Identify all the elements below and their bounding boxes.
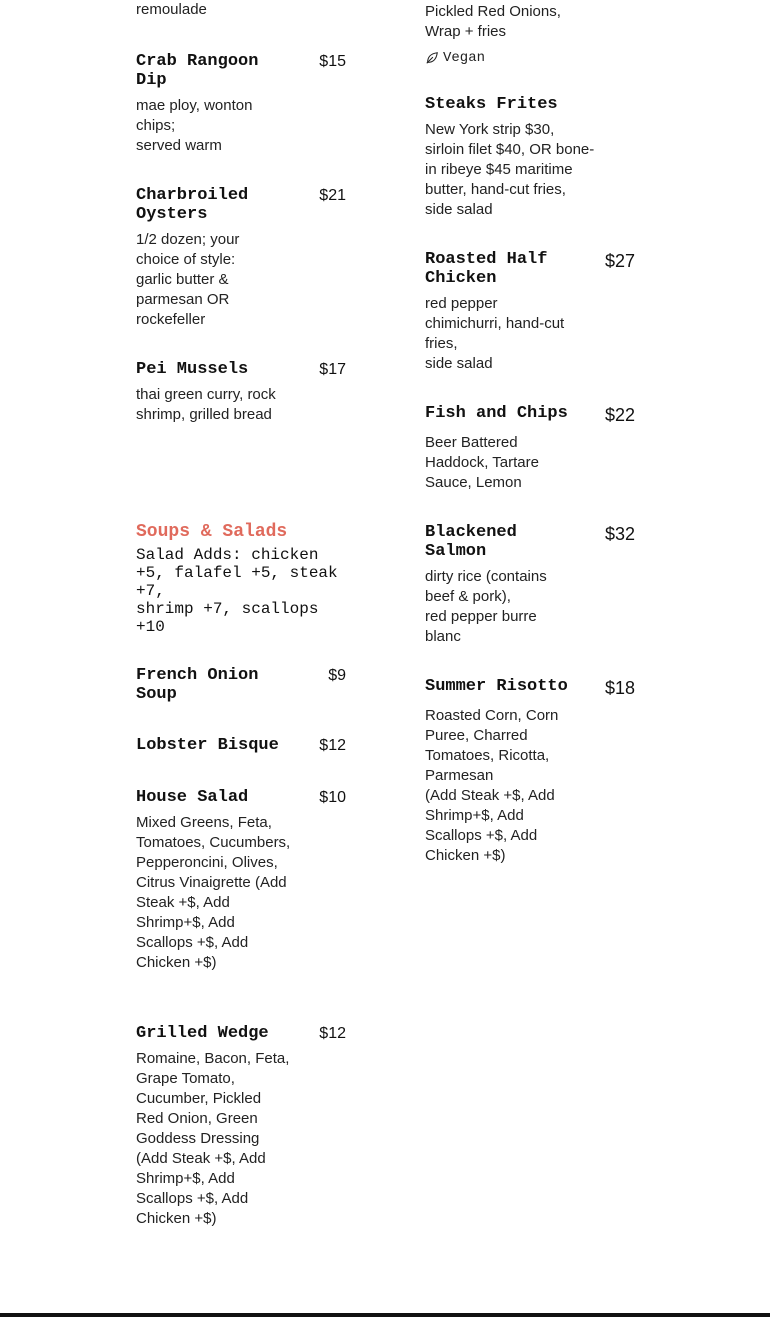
item-price: $17 bbox=[319, 361, 346, 378]
menu-item-lobster-bisque bbox=[136, 736, 346, 755]
item-price: $21 bbox=[319, 187, 346, 204]
menu-item-fish-and-chips bbox=[425, 404, 635, 493]
item-description: Romaine, Bacon, Feta, Grape Tomato, Cucumber, Pickled Red Onion, Green Goddess Dressing (Add Steak +$, Add Shrimp+$, Add Scallops +$, Add Chicken +$) bbox=[136, 1050, 290, 1227]
item-description: Roasted Corn, Corn Puree, Charred Tomatoes, Ricotta, Parmesan (Add Steak +$, Add Shrimp+$, Add Scallops +$, Add Chicken +$) bbox=[425, 707, 559, 864]
menu-item-summer-risotto bbox=[425, 677, 635, 866]
item-name: Blackened Salmon bbox=[425, 523, 517, 561]
item-description: red pepper chimichurri, hand-cut fries, side salad bbox=[425, 295, 565, 372]
item-description: New York strip $30, sirloin filet $40, OR bone-in ribeye $45 maritime butter, hand-cut fries, side salad bbox=[425, 121, 595, 218]
vegan-label: Vegan bbox=[443, 50, 486, 66]
menu-item-charbroiled-oysters bbox=[136, 186, 346, 330]
item-price: $9 bbox=[328, 667, 346, 684]
item-description: remoulade bbox=[136, 1, 207, 18]
item-price: $18 bbox=[604, 678, 635, 698]
menu-item-french-onion-soup bbox=[136, 666, 346, 704]
item-name: Grilled Wedge bbox=[136, 1024, 269, 1043]
item-price: $12 bbox=[319, 1025, 346, 1042]
item-description: dirty rice (contains beef & pork), red pepper burre blanc bbox=[425, 568, 547, 645]
menu-item-crab-rangoon-dip bbox=[136, 52, 346, 156]
item-description: mae ploy, wonton chips; served warm bbox=[136, 97, 253, 154]
item-name: Fish and Chips bbox=[425, 404, 568, 423]
item-name: House Salad bbox=[136, 788, 249, 807]
item-name: Roasted Half Chicken bbox=[425, 250, 548, 288]
item-price: $15 bbox=[319, 53, 346, 70]
section-note: Salad Adds: chicken +5, falafel +5, steak +7, shrimp +7, scallops +10 bbox=[136, 546, 338, 636]
item-name: Summer Risotto bbox=[425, 677, 568, 696]
item-description: Beer Battered Haddock, Tartare Sauce, Lemon bbox=[425, 434, 539, 491]
item-name: Pei Mussels bbox=[136, 360, 249, 379]
item-description: Mixed Greens, Feta, Tomatoes, Cucumbers, Pepperoncini, Olives, Citrus Vinaigrette (Add Steak +$, Add Shrimp+$, Add Scallops +$, Add Chicken +$) bbox=[136, 814, 291, 971]
menu-item-blackened-salmon bbox=[425, 523, 635, 647]
leaf-icon bbox=[425, 51, 439, 65]
menu-item-grilled-wedge bbox=[136, 1024, 346, 1229]
item-price: $10 bbox=[319, 789, 346, 806]
item-name: Steaks Frites bbox=[425, 95, 558, 114]
menu-item-steaks-frites bbox=[425, 95, 635, 220]
vegan-tag bbox=[425, 50, 485, 66]
item-name: Charbroiled Oysters bbox=[136, 186, 249, 224]
footer-divider bbox=[0, 1313, 770, 1317]
item-price: $27 bbox=[604, 251, 635, 271]
item-price: $22 bbox=[604, 405, 635, 425]
menu-item-pei-mussels bbox=[136, 360, 346, 425]
item-description: 1/2 dozen; your choice of style: garlic butter & parmesan OR rockefeller bbox=[136, 231, 240, 328]
menu-item-roasted-half-chicken bbox=[425, 250, 635, 374]
item-name: French Onion Soup bbox=[136, 666, 259, 704]
section-title-soups-salads: Soups & Salads bbox=[136, 522, 288, 542]
item-price: $32 bbox=[604, 524, 635, 544]
item-description: Pickled Red Onions, Wrap + fries bbox=[425, 3, 561, 40]
item-price: $12 bbox=[319, 737, 346, 754]
menu-item-house-salad bbox=[136, 788, 346, 973]
item-name: Lobster Bisque bbox=[136, 736, 279, 755]
item-name: Crab Rangoon Dip bbox=[136, 52, 259, 90]
item-description: thai green curry, rock shrimp, grilled bread bbox=[136, 386, 276, 423]
